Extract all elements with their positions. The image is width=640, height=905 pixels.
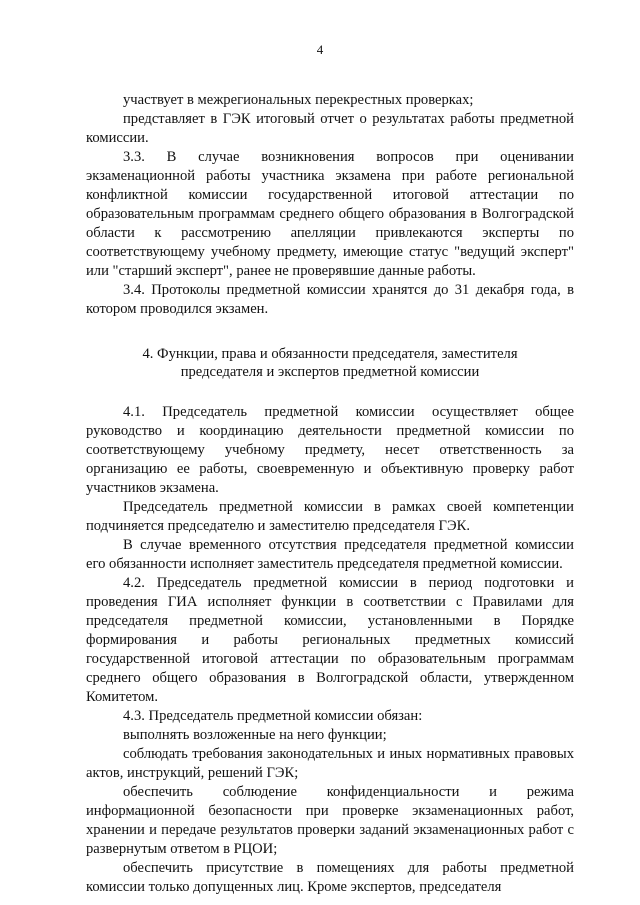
paragraph: соблюдать требования законодательных и иных нормативных правовых актов, инструкций, решений ГЭК; <box>86 746 574 781</box>
section-heading-line: 4. Функции, права и обязанности председателя, заместителя <box>142 346 518 362</box>
paragraph: В случае временного отсутствия председателя предметной комиссии его обязанности исполняет заместитель председателя предметной комиссии. <box>86 537 574 572</box>
paragraph: обеспечить присутствие в помещениях для работы предметной комиссии только допущенных лиц. Кроме экспертов, председателя <box>86 860 574 895</box>
paragraph: представляет в ГЭК итоговый отчет о результатах работы предметной комиссии. <box>86 111 574 146</box>
paragraph: участвует в межрегиональных перекрестных проверках; <box>123 92 474 108</box>
paragraph: 4.3. Председатель предметной комиссии обязан: <box>123 708 423 724</box>
paragraph: 3.4. Протоколы предметной комиссии хранятся до 31 декабря года, в котором проводился экзамен. <box>86 282 574 317</box>
document-body <box>86 91 574 897</box>
paragraph: обеспечить соблюдение конфиденциальности и режима информационной безопасности при проверке экзаменационных работ, хранении и передаче результатов проверки заданий экзаменационных работ с развернутым ответом в РЦОИ; <box>86 784 574 857</box>
section-heading-line: председателя и экспертов предметной комиссии <box>180 364 480 380</box>
paragraph: 3.3. В случае возникновения вопросов при оценивании экзаменационной работы участника экзамена при работе региональной конфликтной комиссии государственной итоговой аттестации по образовательным программам среднего общего образования в Волгоградской области к рассмотрению апелляции привлекаются эксперты по соответствующему учебному предмету, имеющие статус "ведущий эксперт" или "старший эксперт", ранее не проверявшие данные работы. <box>86 149 574 279</box>
paragraph: 4.1. Председатель предметной комиссии осуществляет общее руководство и координацию деятельности предметной комиссии по соответствующему учебному предмету, несет ответственность за организацию ее работы, своевременную и объективную проверку работ участников экзамена. <box>86 404 574 496</box>
page-number: 4 <box>316 42 324 57</box>
paragraph: Председатель предметной комиссии в рамках своей компетенции подчиняется председателю и заместителю председателя ГЭК. <box>86 499 574 534</box>
paragraph: выполнять возложенные на него функции; <box>123 727 387 743</box>
paragraph: 4.2. Председатель предметной комиссии в период подготовки и проведения ГИА исполняет функции в соответствии с Правилами для председателя предметной комиссии, установленными в Порядке формирования и работы региональных предметных комиссий государственной итоговой аттестации по образовательным программам среднего общего образования в Волгоградской области, утвержденном Комитетом. <box>86 575 574 705</box>
section-heading <box>86 345 574 381</box>
